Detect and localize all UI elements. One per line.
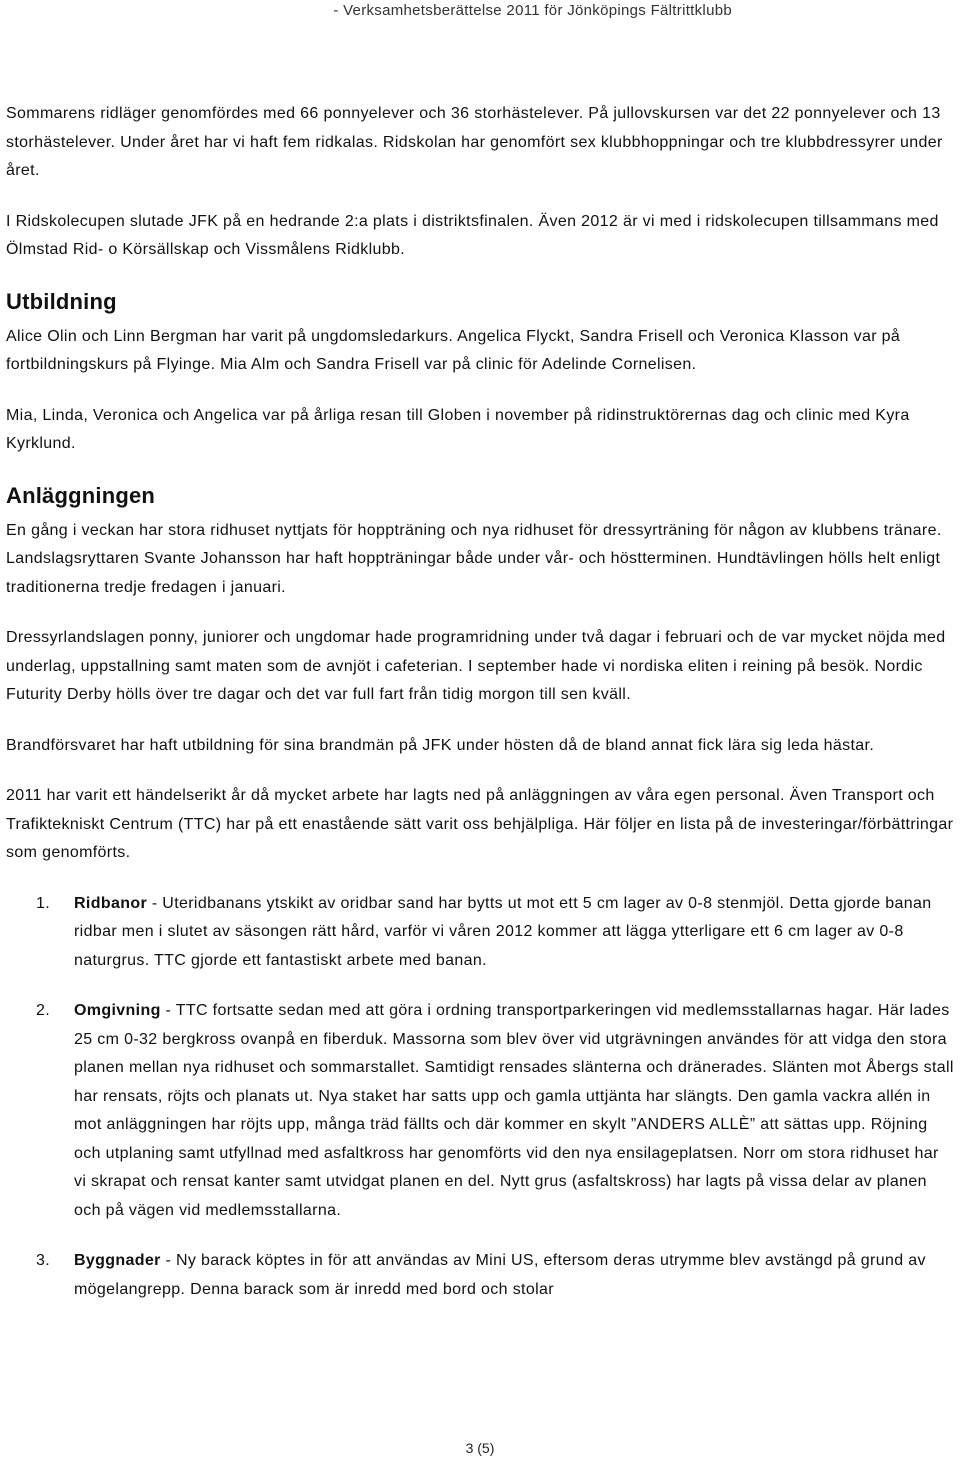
investment-list xyxy=(6,890,954,1305)
section-heading-utbildning: Utbildning xyxy=(6,288,117,314)
utbildning-paragraph-2: Mia, Linda, Veronica och Angelica var på årliga resan till Globen i november på ridinstruktörernas dag och clinic med Kyra Kyrklund. xyxy=(6,406,910,452)
intro-paragraph-2: I Ridskolecupen slutade JFK på en hedrande 2:a plats i distriktsfinalen. Även 2012 är vi med i ridskolecupen tillsammans med Ölmstad Rid- o Körsällskap och Vissmålens Ridklubb. xyxy=(6,212,939,258)
anlaggningen-paragraph-3: Brandförsvaret har haft utbildning för sina brandmän på JFK under hösten då de bland annat fick lära sig leda hästar. xyxy=(6,736,875,754)
page-number: 3 (5) xyxy=(465,1440,495,1456)
list-item-title: Omgivning xyxy=(74,1002,161,1019)
intro-paragraph-1: Sommarens ridläger genomfördes med 66 ponnyelever och 36 storhästelever. På jullovskursen var det 22 ponnyelever och 13 storhästelever. Under året har vi haft fem ridkalas. Ridskolan har genomfört sex klubbhoppningar och tre klubbdressyrer under året. xyxy=(6,105,943,179)
running-header xyxy=(0,0,960,24)
list-item-text: - Ny barack köptes in för att användas av Mini US, eftersom deras utrymme blev avstängd på grund av mögelangrepp. Denna barack som är inredd med bord och stolar xyxy=(74,1252,926,1298)
list-item xyxy=(6,1247,954,1304)
list-item-title: Byggnader xyxy=(74,1252,161,1269)
list-item xyxy=(6,997,954,1225)
list-item-text: - Uteridbanans ytskikt av oridbar sand har bytts ut mot ett 5 cm lager av 0-8 stenmjöl. Detta gjorde banan ridbar men i slutet av säsongen rätt hård, varför vi våren 2012 kommer att lägga ytterligare ett 6 cm lager av 0-8 naturgrus. TTC gjorde ett fantastiskt arbete med banan. xyxy=(74,894,932,969)
section-heading-anlaggningen: Anläggningen xyxy=(6,482,156,508)
list-item xyxy=(6,890,954,976)
utbildning-paragraph-1: Alice Olin och Linn Bergman har varit på ungdomsledarkurs. Angelica Flyckt, Sandra Frisell och Veronica Klasson var på fortbildningskurs på Flyinge. Mia Alm och Sandra Frisell var på clinic för Adelinde Cornelisen. xyxy=(6,327,901,373)
anlaggningen-paragraph-4: 2011 har varit ett händelserikt år då mycket arbete har lagts ned på anläggningen av våra egen personal. Även Transport och Trafiktekniskt Centrum (TTC) har på ett enastående sätt varit oss behjälpliga. Här följer en lista på de investeringar/förbättringar som genomförts. xyxy=(6,787,954,861)
list-item-number: 2. xyxy=(36,1002,51,1019)
page-body xyxy=(6,100,954,1326)
anlaggningen-paragraph-2: Dressyrlandslagen ponny, juniorer och ungdomar hade programridning under två dagar i februari och de var mycket nöjda med underlag, uppstallning samt maten som de avnjöt i cafeterian. I september hade vi nordiska eliten i reining på besök. Nordic Futurity Derby hölls över tre dagar och det var full fart från tidig morgon till sen kväll. xyxy=(6,629,946,703)
list-item-text: - TTC fortsatte sedan med att göra i ordning transportparkeringen vid medlemsstallarnas hagar. Här lades 25 cm 0-32 bergkross ovanpå en fiberduk. Massorna som blev över vid utgrävningen användes för att vidga den stora planen mellan nya ridhuset och sommarstallet. Samtidigt rensades slänterna och dränerades. Slänten mot Åbergs stall har rensats, röjts och planats ut. Nya staket har satts upp och gamla uttjänta har slängts. Den gamla vackra allén in mot anläggningen har röjts upp, många träd fällts och där kommer en skylt ”ANDERS ALLÈ” att sättas upp. Röjning och utplaning samt utfyllnad med asfaltkross har genomförts vid den nya ensilageplatsen. Norr om stora ridhuset har vi skrapat och rensat kanter samt utvidgat planen en del. Nytt grus (asfaltskross) har lagts på vissa delar av planen och på vägen vid medlemsstallarna. xyxy=(74,1002,954,1219)
anlaggningen-paragraph-1: En gång i veckan har stora ridhuset nyttjats för hoppträning och nya ridhuset för dressyrträning för någon av klubbens tränare. Landslagsryttaren Svante Johansson har haft hoppträningar både under vår- och höstterminen. Hundtävlingen hölls helt enligt traditionerna tredje fredagen i januari. xyxy=(6,521,942,596)
running-title: - Verksamhetsberättelse 2011 för Jönköpings Fältrittklubb xyxy=(333,2,732,19)
list-item-title: Ridbanor xyxy=(74,894,148,912)
list-item-number: 3. xyxy=(36,1252,51,1269)
list-item-number: 1. xyxy=(36,894,51,912)
